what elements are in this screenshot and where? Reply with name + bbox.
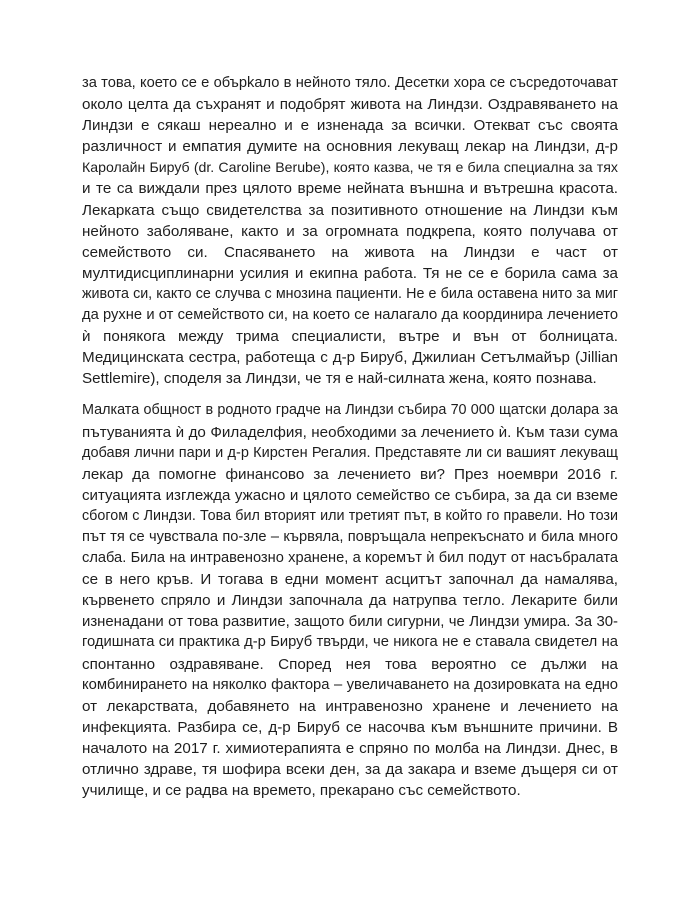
text-line: нейното заболяване, както и за огромната подкрепа, която получава от bbox=[82, 222, 618, 240]
text-line: различност и емпатия думите на основния лекуващ лекар на Линдзи, д-р bbox=[82, 138, 618, 156]
text-line: ситуацията изглежда ужасно и цялото семейство се събира, за да си вземе bbox=[82, 486, 618, 504]
text-line: спонтанно оздравяване. Според нея това вероятно се дължи на bbox=[82, 655, 618, 673]
text-line: ѝ понякога между трима специалисти, вътре и вън от болницата. bbox=[82, 328, 618, 346]
text-line: за това, което се е обърkало в нейното тяло. Десетки хора се съсредоточават bbox=[82, 75, 618, 91]
text-line: началото на 2017 г. химиотерапията е спряно по молба на Линдзи. Днес, в bbox=[82, 739, 618, 757]
text-line: и те са виждали през цялото време нейната външна и вътрешна красота. bbox=[82, 180, 618, 198]
text-line: училище, и се радва на времето, прекарано със семейството. bbox=[82, 782, 521, 800]
text-line: Медицинската сестра, работеща с д-р Бируб, Джилиан Сетълмайър (Jillian bbox=[82, 349, 618, 367]
text-line: Settlemire), споделя за Линдзи, че тя е най-силната жена, която познава. bbox=[82, 370, 597, 388]
text-line: живота си, както се случва с мнозина пациенти. Не е била оставена нито за миг bbox=[82, 285, 618, 302]
text-line: слаба. Била на интравенозно хранене, а коремът ѝ бил подут от насъбралата bbox=[82, 550, 618, 567]
paragraph bbox=[82, 73, 618, 389]
text-line: се в него кръв. И тогава в едни момент асцитът започнал да намалява, bbox=[82, 571, 618, 589]
text-line: Малката общност в родното градче на Линдзи събира 70 000 щатски долара за bbox=[82, 402, 618, 419]
text-line: отлично здраве, тя шофира всеки ден, за да закара и вземе дъщеря си от bbox=[82, 761, 618, 778]
text-line: кървенето спряло и Линдзи започнала да натрупва тегло. Лекарите били bbox=[82, 592, 618, 610]
text-line: сбогом с Линдзи. Това бил вторият или третият път, в който го правели. Но този bbox=[82, 507, 618, 524]
text-line: изненадани от това развитие, защото били сигурни, че Линдзи умира. За 30- bbox=[82, 613, 618, 631]
text-line: семейството си. Спасяването на живота на Линдзи е част от bbox=[82, 243, 618, 261]
text-line: Линдзи е сякаш нереално и е изненада за всички. Отекват със своята bbox=[82, 117, 618, 135]
text-line: инфекцията. Разбира се, д-р Бируб се насочва към външните причини. В bbox=[82, 718, 618, 736]
text-line: Лекарката също свидетелства за позитивното отношение на Линдзи към bbox=[82, 201, 618, 219]
text-line: около целта да съхранят и подобрят живота на Линдзи. Оздравяването на bbox=[82, 96, 618, 114]
paragraph bbox=[82, 400, 618, 801]
text-line: пътуванията ѝ до Филаделфия, необходими за лечението ѝ. Към тази сума bbox=[82, 423, 618, 441]
body-text bbox=[82, 73, 618, 801]
text-line: от лекарствата, добавянето на интравенозно хранене и лечението на bbox=[82, 697, 618, 715]
text-line: път тя се чувствала по-зле – кървяла, повръщала непрекъснато и била много bbox=[82, 528, 618, 545]
text-line: комбинирането на няколко фактора – увеличаването на дозировката на едно bbox=[82, 676, 618, 693]
text-line: мултидисциплинарни усилия и екипна работа. Тя не се е борила сама за bbox=[82, 264, 618, 282]
text-line: годишната си практика д-р Бируб твърди, че никога не е ставала свидетел на bbox=[82, 634, 618, 651]
text-line: Каролайн Бируб (dr. Caroline Berube), която казва, че тя е била специална за тях bbox=[82, 159, 618, 176]
text-line: да рухне и от семейството си, на което се налагало да координира лечението bbox=[82, 307, 618, 324]
text-line: добавя лични пари и д-р Кирстен Регалия. Представяте ли си вашият лекуващ bbox=[82, 444, 618, 461]
text-line: лекар да помогне финансово за лечението ви? През ноември 2016 г. bbox=[82, 465, 618, 483]
